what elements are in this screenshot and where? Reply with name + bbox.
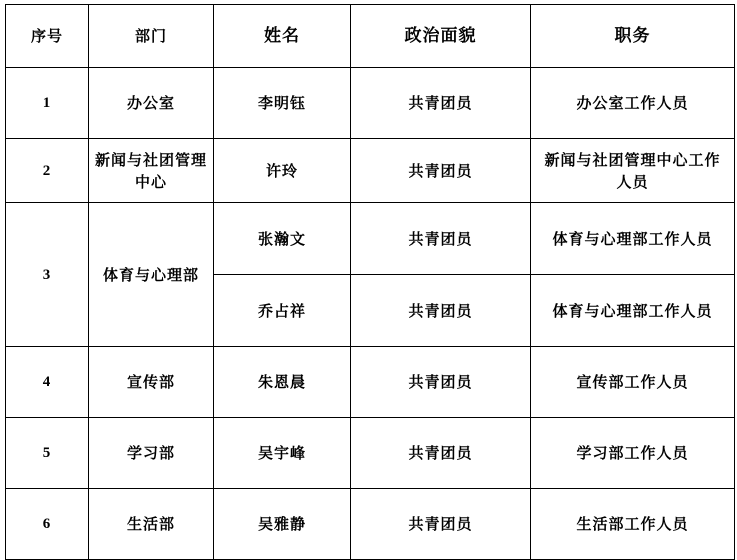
cell-name: 吴宇峰 — [214, 418, 351, 489]
cell-name: 吴雅静 — [214, 489, 351, 560]
table-row — [6, 68, 735, 139]
cell-political: 共青团员 — [351, 347, 531, 418]
table-row — [6, 347, 735, 418]
cell-political: 共青团员 — [351, 139, 531, 203]
cell-no: 3 — [6, 203, 89, 347]
table-row — [6, 203, 735, 275]
cell-political: 共青团员 — [351, 489, 531, 560]
cell-no: 5 — [6, 418, 89, 489]
cell-duty: 学习部工作人员 — [531, 418, 735, 489]
cell-duty: 新闻与社团管理中心工作人员 — [531, 139, 735, 203]
roster-table-container — [5, 4, 735, 560]
cell-name: 乔占祥 — [214, 275, 351, 347]
header-political: 政治面貌 — [351, 5, 531, 68]
cell-duty: 宣传部工作人员 — [531, 347, 735, 418]
cell-no: 2 — [6, 139, 89, 203]
cell-duty: 体育与心理部工作人员 — [531, 203, 735, 275]
cell-duty: 体育与心理部工作人员 — [531, 275, 735, 347]
cell-duty: 生活部工作人员 — [531, 489, 735, 560]
cell-name: 许玲 — [214, 139, 351, 203]
cell-duty: 办公室工作人员 — [531, 68, 735, 139]
header-duty: 职务 — [531, 5, 735, 68]
table-header-row — [6, 5, 735, 68]
cell-dept: 新闻与社团管理中心 — [89, 139, 214, 203]
cell-political: 共青团员 — [351, 68, 531, 139]
cell-dept: 体育与心理部 — [89, 203, 214, 347]
cell-dept: 生活部 — [89, 489, 214, 560]
cell-name: 李明钰 — [214, 68, 351, 139]
cell-dept: 学习部 — [89, 418, 214, 489]
cell-name: 朱恩晨 — [214, 347, 351, 418]
cell-political: 共青团员 — [351, 418, 531, 489]
cell-political: 共青团员 — [351, 275, 531, 347]
table-row — [6, 418, 735, 489]
header-dept: 部门 — [89, 5, 214, 68]
cell-dept: 办公室 — [89, 68, 214, 139]
cell-political: 共青团员 — [351, 203, 531, 275]
cell-dept: 宣传部 — [89, 347, 214, 418]
table-row — [6, 489, 735, 560]
table-row — [6, 139, 735, 203]
roster-table — [5, 4, 735, 560]
header-no: 序号 — [6, 5, 89, 68]
cell-name: 张瀚文 — [214, 203, 351, 275]
cell-no: 6 — [6, 489, 89, 560]
header-name: 姓名 — [214, 5, 351, 68]
cell-no: 4 — [6, 347, 89, 418]
cell-no: 1 — [6, 68, 89, 139]
